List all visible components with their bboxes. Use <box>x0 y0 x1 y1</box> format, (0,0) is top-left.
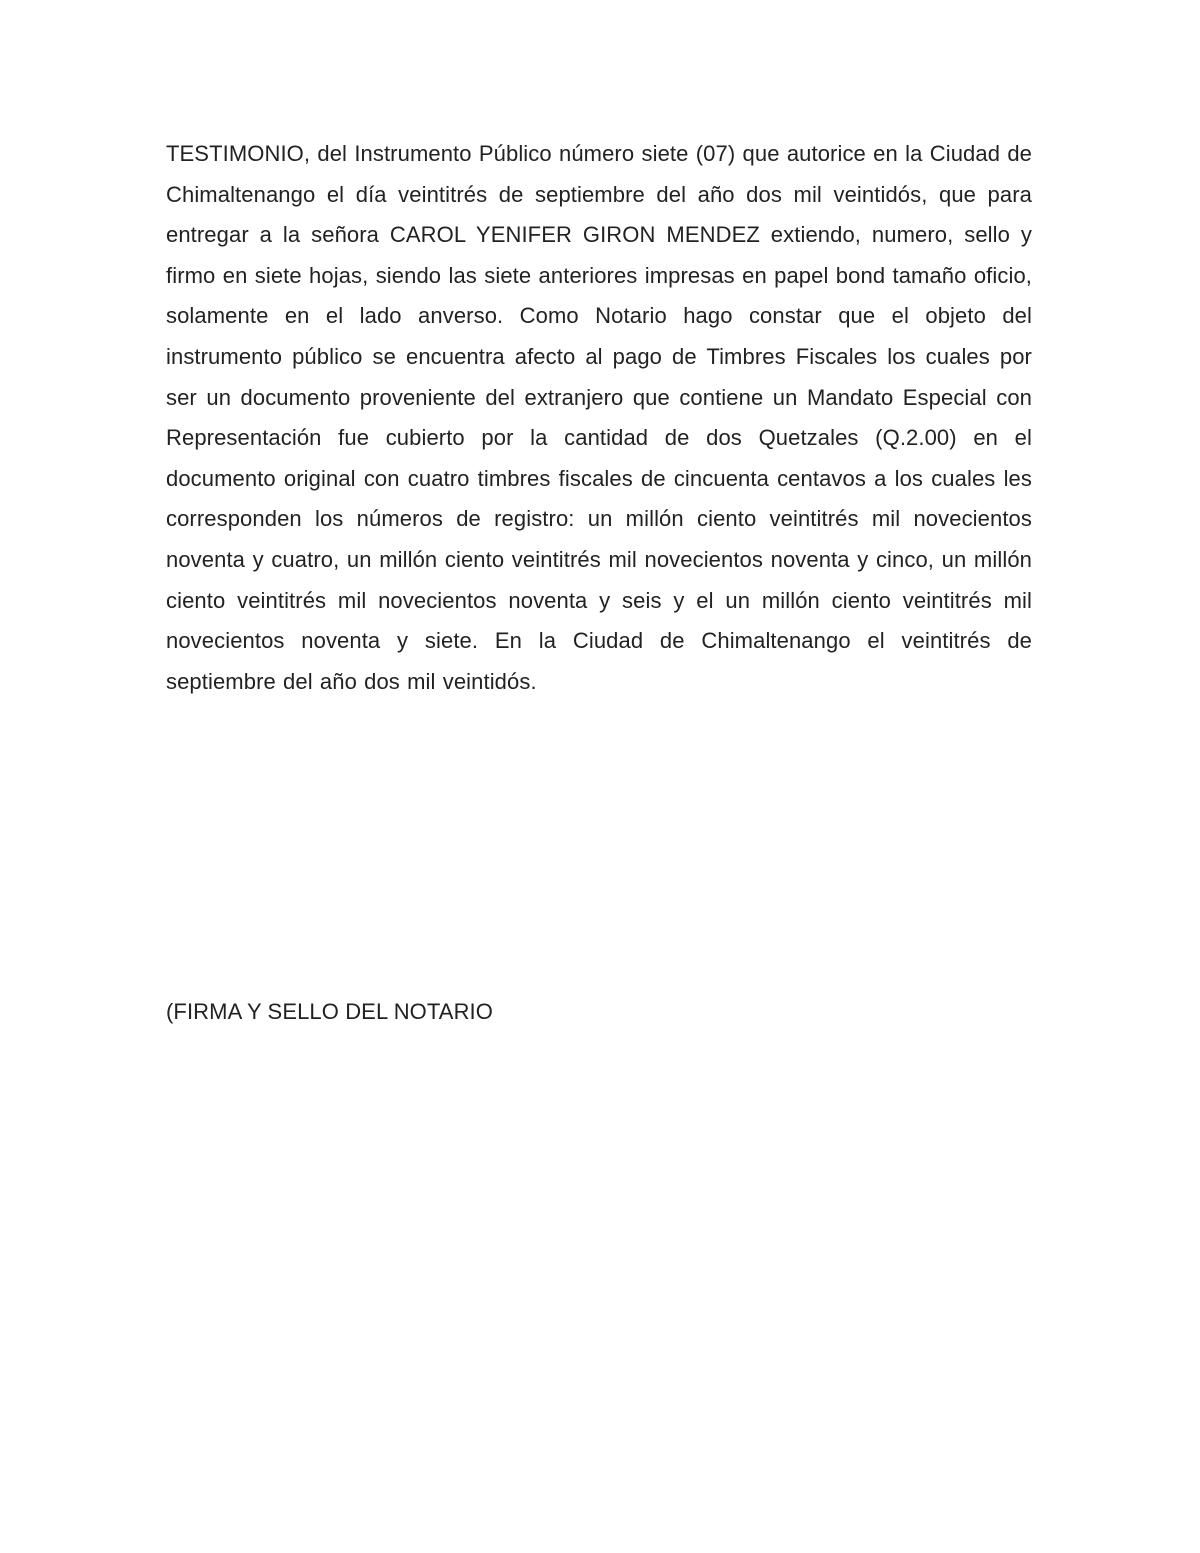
testimonio-paragraph: TESTIMONIO, del Instrumento Público número siete (07) que autorice en la Ciudad de Chimaltenango el día veintitrés de septiembre del año dos mil veintidós, que para entregar a la señora CAROL YENIFER GIRON MENDEZ extiendo, numero, sello y firmo en siete hojas, siendo las siete anteriores impresas en papel bond tamaño oficio, solamente en el lado anverso. Como Notario hago constar que el objeto del instrumento público se encuentra afecto al pago de Timbres Fiscales los cuales por ser un documento proveniente del extranjero que contiene un Mandato Especial con Representación fue cubierto por la cantidad de dos Quetzales (Q.2.00) en el documento original con cuatro timbres fiscales de cincuenta centavos a los cuales les corresponden los números de registro: un millón ciento veintitrés mil novecientos noventa y cuatro, un millón ciento veintitrés mil novecientos noventa y cinco, un millón ciento veintitrés mil novecientos noventa y seis y el un millón ciento veintitrés mil novecientos noventa y siete. En la Ciudad de Chimaltenango el veintitrés de septiembre del año dos mil veintidós. <box>166 141 1032 694</box>
notary-signature-placeholder: (FIRMA Y SELLO DEL NOTARIO <box>166 999 493 1024</box>
